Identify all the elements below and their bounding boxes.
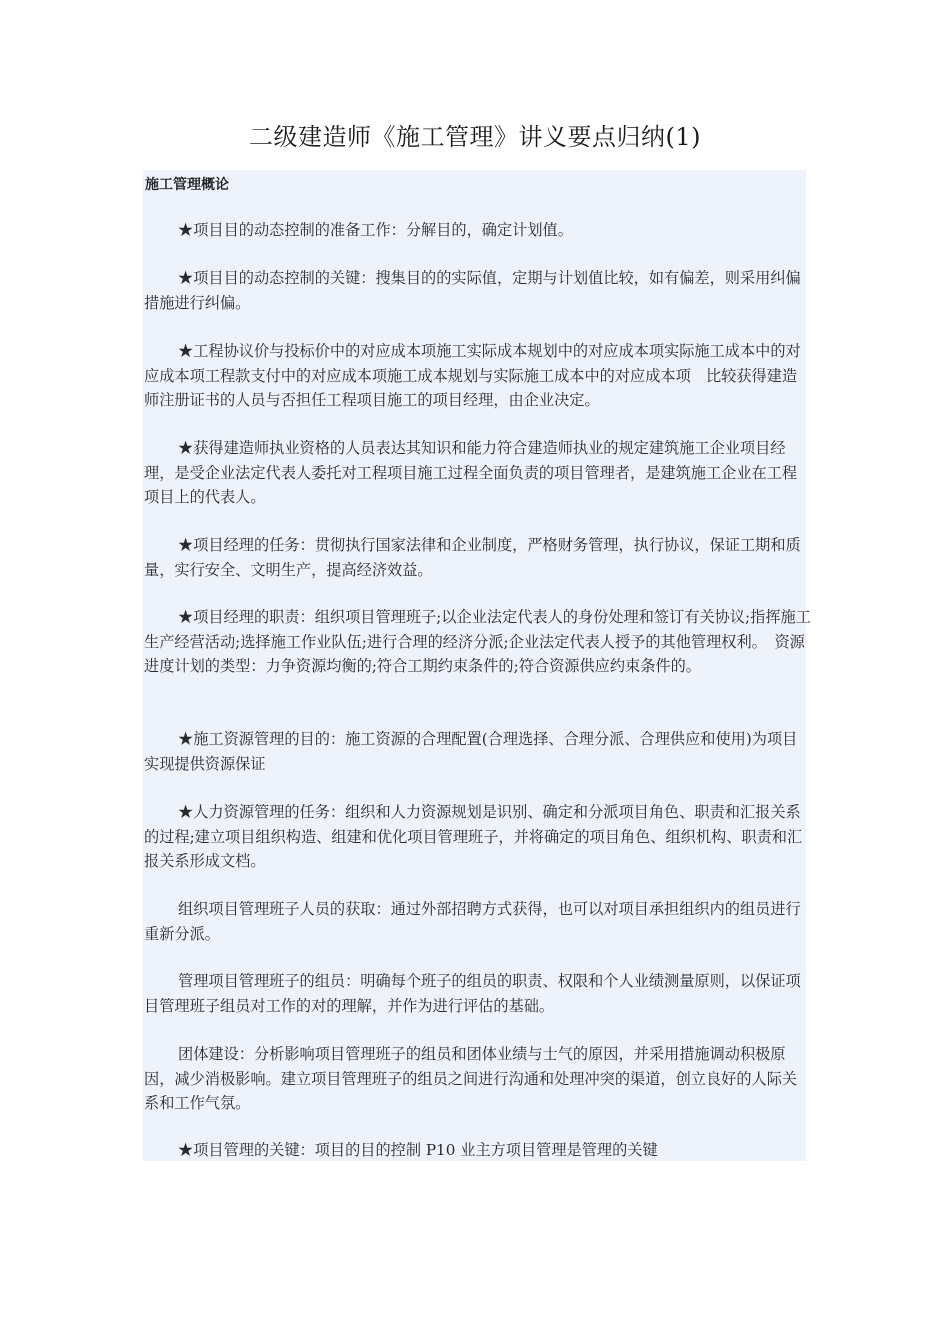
paragraph-project-management-key: ★项目管理的关键：项目的目的控制 P10 业主方项目管理是管理的关键 (178, 1141, 658, 1159)
paragraph-cost-comparison: ★工程协议价与投标价中的对应成本项施工实际成本规划中的对应成本项实际施工成本中的对应成本项工程款支付中的对应成本项施工成本规划与实际施工成本中的对应成本项 比较获得建造师注册证书的人员与否担任工程项目施工的项目经理，由企业决定。 (144, 342, 801, 409)
content-panel (143, 170, 811, 1161)
paragraph-dynamic-control-prep: ★项目目的动态控制的准备工作：分解目的，确定计划值。 (178, 221, 573, 239)
paragraph-team-building: 团体建设：分析影响项目管理班子的组员和团体业绩与士气的原因，并采用措施调动积极原因，减少消极影响。建立项目管理班子的组员之间进行沟通和处理冲突的渠道，创立良好的人际关系和工作气氛。 (144, 1045, 798, 1112)
paragraph-manager-duties: ★项目经理的职责：组织项目管理班子;以企业法定代表人的身份处理和签订有关协议;指挥施工生产经营活动;选择施工作业队伍;进行合理的经济分派;企业法定代表人授予的其他管理权利。 资源进度计划的类型：力争资源均衡的;符合工期约束条件的;符合资源供应约束条件的。 (144, 608, 811, 675)
paragraph-team-member-management: 管理项目管理班子的组员：明确每个班子的组员的职责、权限和个人业绩测量原则，以保证项目管理班子组员对工作的对的理解，并作为进行评估的基础。 (144, 972, 801, 1015)
paragraph-constructor-qualification: ★获得建造师执业资格的人员表达其知识和能力符合建造师执业的规定建筑施工企业项目经理，是受企业法定代表人委托对工程项目施工过程全面负责的项目管理者，是建筑施工企业在工程项目上的代表人。 (144, 439, 798, 506)
section-heading: 施工管理概论 (145, 177, 229, 193)
paragraph-resource-management-goal: ★施工资源管理的目的：施工资源的合理配置(合理选择、合理分派、合理供应和使用)为项目实现提供资源保证 (144, 730, 798, 773)
paragraph-manager-tasks: ★项目经理的任务：贯彻执行国家法律和企业制度，严格财务管理，执行协议，保证工期和质量，实行安全、文明生产，提高经济效益。 (144, 536, 801, 579)
paragraph-hr-management-tasks: ★人力资源管理的任务：组织和人力资源规划是识别、确定和分派项目角色、职责和汇报关系的过程;建立项目组织构造、组建和优化项目管理班子，并将确定的项目角色、组织机构、职责和汇报关系形成文档。 (144, 803, 803, 870)
paragraph-dynamic-control-key: ★项目目的动态控制的关键：搜集目的的实际值，定期与计划值比较，如有偏差，则采用纠偏措施进行纠偏。 (144, 269, 801, 312)
document-title: 二级建造师《施工管理》讲义要点归纳(1) (249, 123, 701, 151)
paragraph-team-acquisition: 组织项目管理班子人员的获取：通过外部招聘方式获得，也可以对项目承担组织内的组员进行重新分派。 (144, 900, 801, 943)
